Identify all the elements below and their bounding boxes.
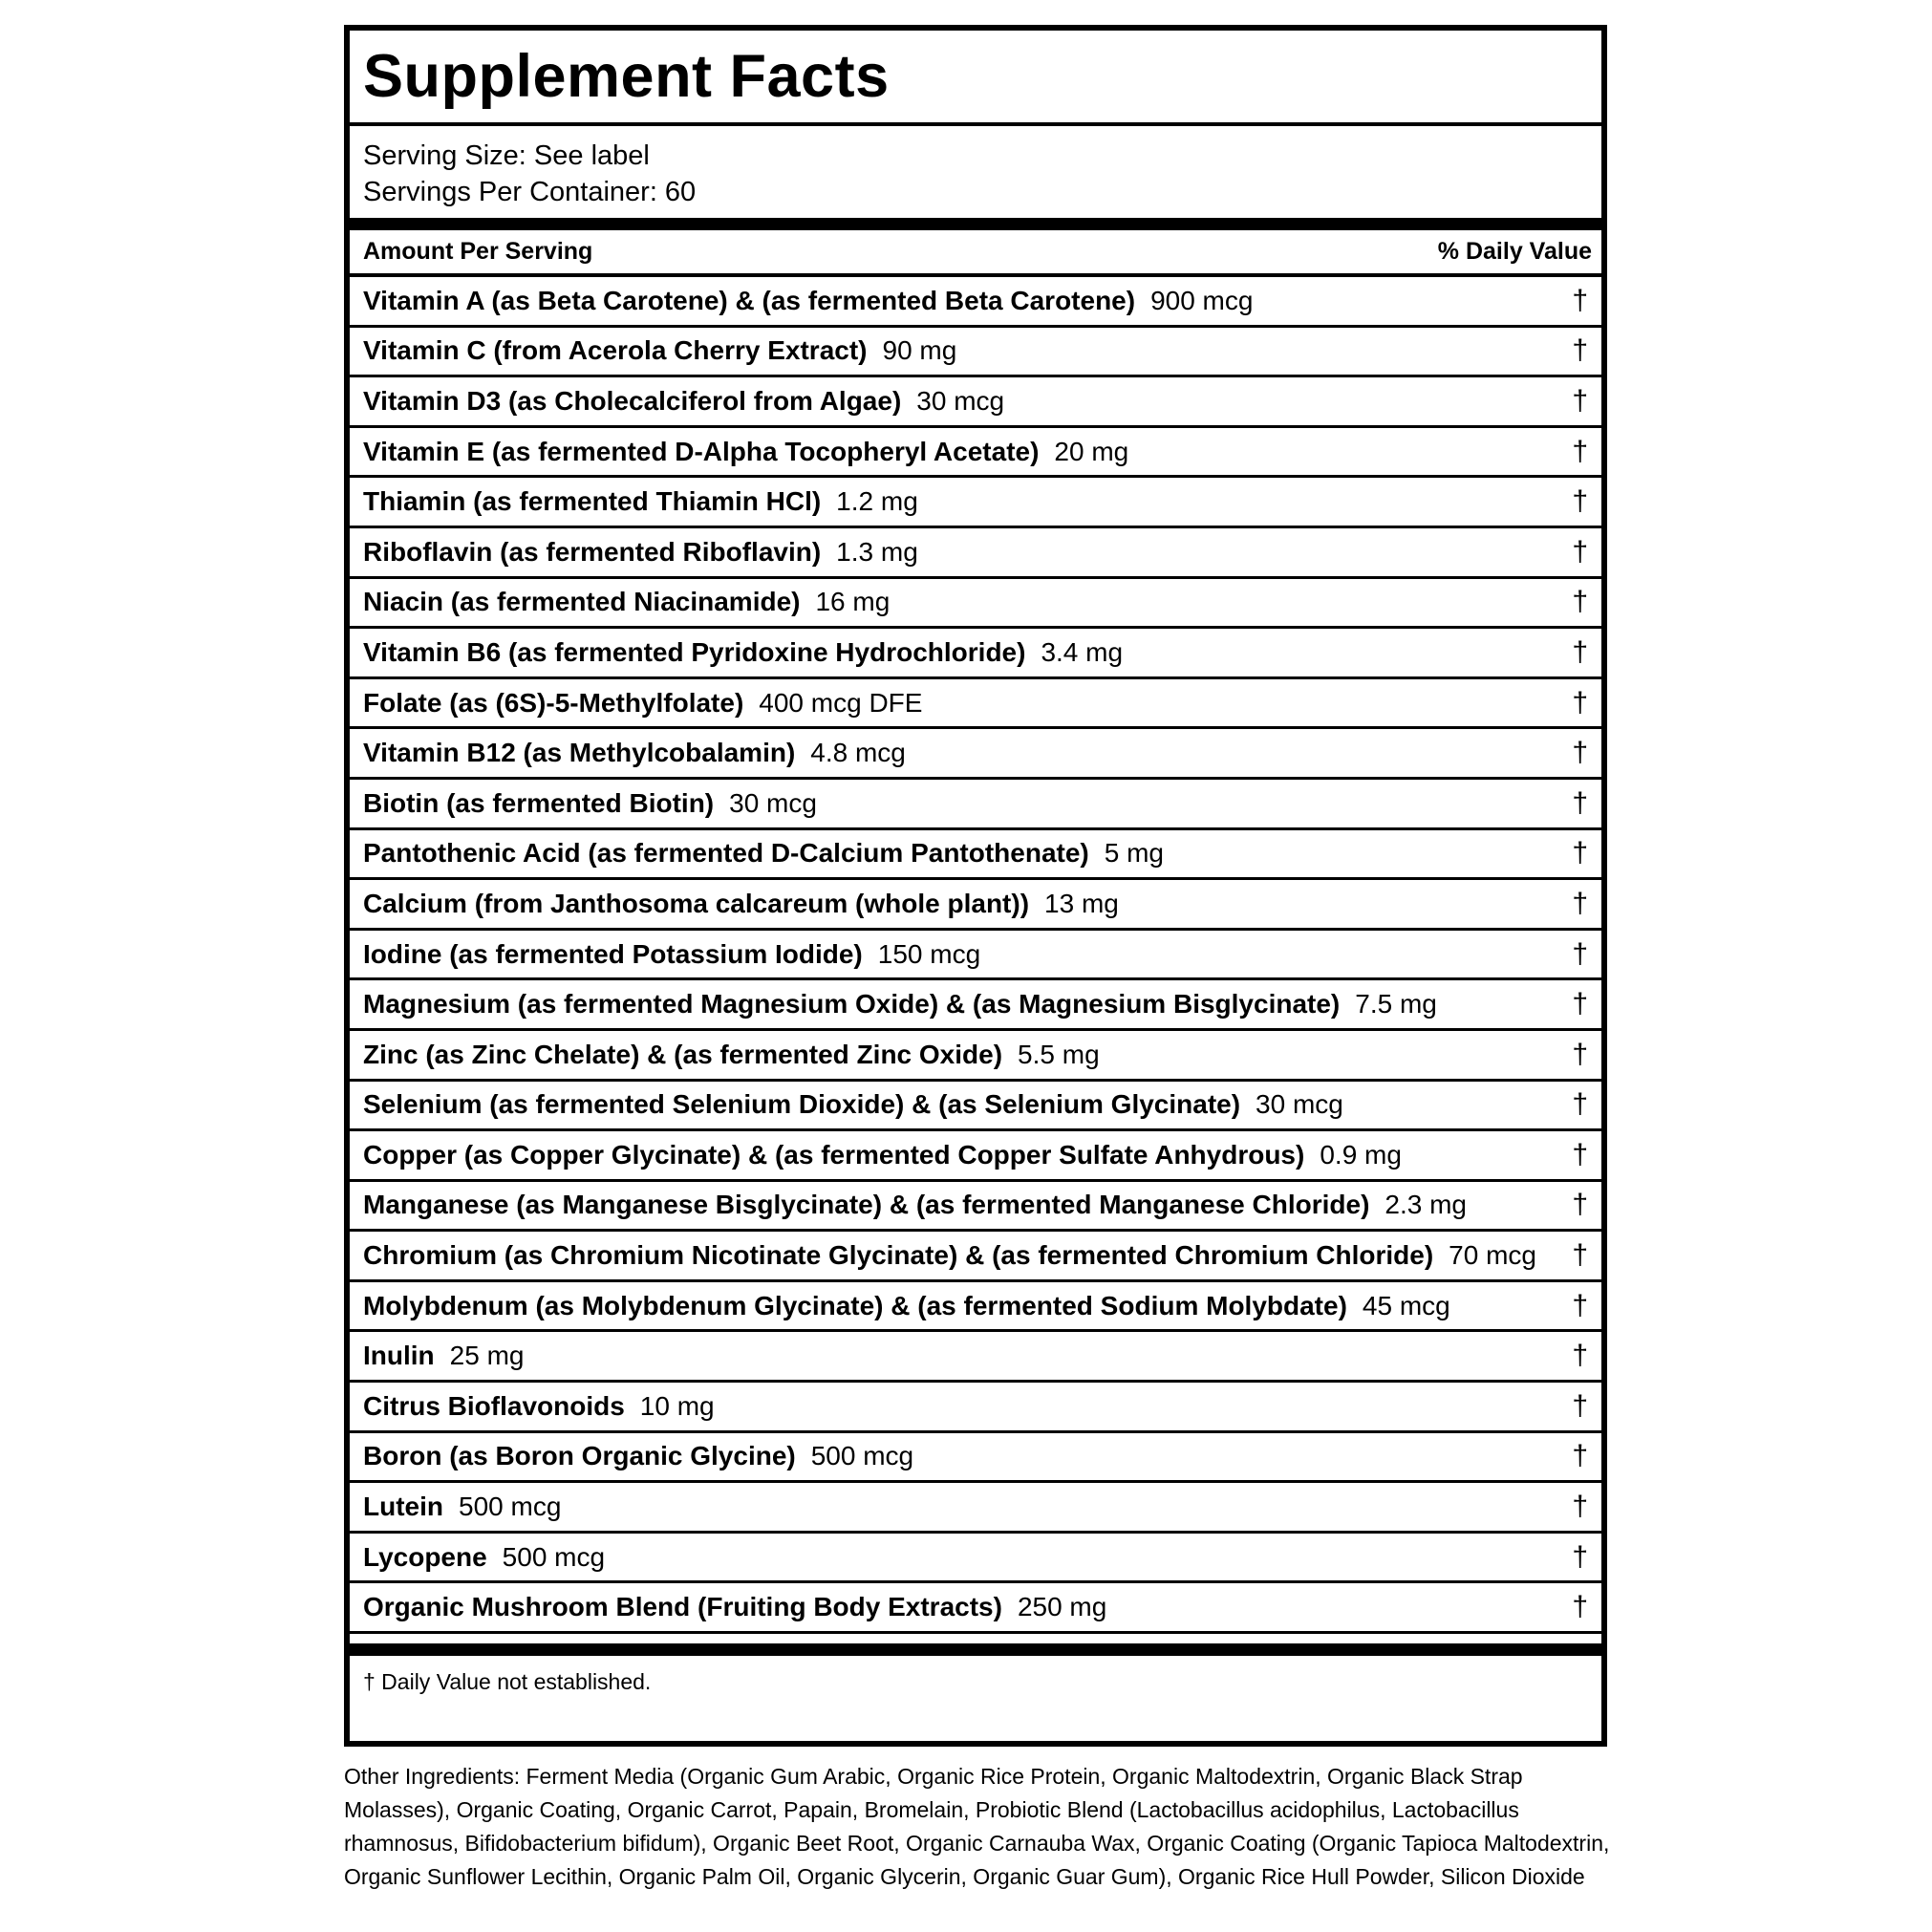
- nutrient-row: [350, 931, 1601, 981]
- nutrient-name: Chromium (as Chromium Nicotinate Glycinate) & (as fermented Chromium Chloride): [363, 1240, 1434, 1271]
- spacer: [350, 1634, 1601, 1643]
- nutrient-row: [350, 629, 1601, 679]
- column-header: [350, 230, 1601, 277]
- nutrient-name: Inulin: [363, 1341, 435, 1371]
- nutrient-amount: 13 mg: [1044, 888, 1119, 918]
- nutrient-name: Calcium (from Janthosoma calcareum (whole plant)): [363, 888, 1030, 918]
- nutrient-row: [350, 980, 1601, 1031]
- nutrient-amount: 20 mg: [1054, 436, 1129, 466]
- nutrient-amount: 7.5 mg: [1355, 989, 1437, 1020]
- nutrient-name: Lutein: [363, 1492, 443, 1522]
- daily-value-dagger: †: [1572, 586, 1588, 618]
- daily-value-dagger: †: [1572, 485, 1588, 518]
- nutrient-name: Vitamin B6 (as fermented Pyridoxine Hydrochloride): [363, 636, 1026, 667]
- serving-size: Serving Size: See label: [363, 140, 650, 171]
- nutrient-amount: 500 mcg: [810, 1441, 914, 1471]
- serving-info: [350, 126, 1601, 218]
- nutrient-name: Magnesium (as fermented Magnesium Oxide) & (as Magnesium Bisglycinate): [363, 989, 1341, 1020]
- daily-value-dagger: †: [1572, 737, 1588, 769]
- daily-value-dagger: †: [1572, 1189, 1588, 1221]
- nutrient-amount: 150 mcg: [877, 938, 981, 969]
- nutrient-name: Citrus Bioflavonoids: [363, 1390, 625, 1421]
- nutrient-amount: 30 mcg: [916, 385, 1005, 416]
- nutrient-amount: 70 mcg: [1449, 1240, 1536, 1271]
- nutrient-amount: 250 mg: [1017, 1592, 1107, 1622]
- nutrient-row: [350, 679, 1601, 730]
- nutrient-name: Manganese (as Manganese Bisglycinate) & (as fermented Manganese Chloride): [363, 1190, 1370, 1220]
- nutrient-row: [350, 1232, 1601, 1282]
- daily-value-header: % Daily Value: [1437, 238, 1592, 265]
- nutrient-name: Boron (as Boron Organic Glycine): [363, 1441, 796, 1471]
- nutrient-name: Niacin (as fermented Niacinamide): [363, 587, 801, 617]
- daily-value-dagger: †: [1572, 284, 1588, 316]
- nutrient-name: Molybdenum (as Molybdenum Glycinate) & (as fermented Sodium Molybdate): [363, 1290, 1347, 1320]
- nutrient-row: [350, 1483, 1601, 1534]
- daily-value-dagger: †: [1572, 1540, 1588, 1573]
- thick-divider-bottom: [350, 1643, 1601, 1656]
- nutrient-name: Organic Mushroom Blend (Fruiting Body Extracts): [363, 1592, 1002, 1622]
- nutrient-name: Vitamin C (from Acerola Cherry Extract): [363, 335, 868, 366]
- nutrient-row: [350, 1082, 1601, 1132]
- nutrient-amount: 5 mg: [1104, 838, 1164, 869]
- daily-value-dagger: †: [1572, 1038, 1588, 1070]
- nutrient-amount: 45 mcg: [1362, 1290, 1450, 1320]
- nutrient-name: Biotin (as fermented Biotin): [363, 787, 715, 818]
- daily-value-dagger: †: [1572, 1440, 1588, 1472]
- nutrient-name: Pantothenic Acid (as fermented D-Calcium Pantothenate): [363, 838, 1089, 869]
- footnote: † Daily Value not established.: [363, 1669, 652, 1695]
- nutrient-name: Folate (as (6S)-5-Methylfolate): [363, 687, 744, 718]
- nutrient-name: Vitamin E (as fermented D-Alpha Tocopheryl Acetate): [363, 436, 1040, 466]
- supplement-facts-panel: [344, 25, 1607, 1747]
- daily-value-dagger: †: [1572, 686, 1588, 719]
- daily-value-dagger: †: [1572, 887, 1588, 919]
- nutrient-row: [350, 1182, 1601, 1233]
- nutrient-name: Vitamin B12 (as Methylcobalamin): [363, 738, 796, 768]
- daily-value-dagger: †: [1572, 435, 1588, 467]
- nutrient-row: [350, 729, 1601, 780]
- nutrient-amount: 16 mg: [815, 587, 891, 617]
- daily-value-dagger: †: [1572, 635, 1588, 668]
- daily-value-dagger: †: [1572, 1289, 1588, 1321]
- daily-value-dagger: †: [1572, 384, 1588, 417]
- daily-value-dagger: †: [1572, 1591, 1588, 1623]
- daily-value-dagger: †: [1572, 988, 1588, 1020]
- nutrient-amount: 5.5 mg: [1018, 1039, 1100, 1069]
- nutrient-name: Iodine (as fermented Potassium Iodide): [363, 938, 863, 969]
- nutrient-row: [350, 579, 1601, 630]
- nutrient-row: [350, 1282, 1601, 1333]
- nutrient-amount: 500 mcg: [459, 1492, 562, 1522]
- title-section: [350, 31, 1601, 126]
- nutrient-amount: 10 mg: [639, 1390, 715, 1421]
- nutrient-row: [350, 377, 1601, 428]
- nutrient-name: Lycopene: [363, 1541, 487, 1572]
- nutrient-amount: 900 mcg: [1150, 285, 1254, 315]
- nutrient-amount: 1.2 mg: [836, 486, 918, 517]
- other-ingredients: Other Ingredients: Ferment Media (Organic Gum Arabic, Organic Rice Protein, Organic Maltodextrin, Organic Black Strap Molasses), Organic Coating, Organic Carrot, Papain, Bromelain, Probiotic Blend (Lactobacillus acidophilus, Lactobacillus rhamnosus, Bifidobacterium bifidum), Organic Beet Root, Organic Carnauba Wax, Organic Coating (Organic Tapioca Maltodextrin, Organic Sunflower Lecithin, Organic Palm Oil, Organic Glycerin, Organic Guar Gum), Organic Rice Hull Powder, Silicon Dioxide: [344, 1764, 1610, 1889]
- nutrient-amount: 25 mg: [449, 1341, 525, 1371]
- nutrient-name: Vitamin A (as Beta Carotene) & (as fermented Beta Carotene): [363, 285, 1136, 315]
- daily-value-dagger: †: [1572, 1239, 1588, 1272]
- nutrient-row: [350, 780, 1601, 830]
- daily-value-dagger: †: [1572, 1088, 1588, 1121]
- daily-value-dagger: †: [1572, 837, 1588, 869]
- nutrient-amount: 90 mg: [882, 335, 957, 366]
- nutrient-amount: 1.3 mg: [836, 536, 918, 567]
- panel-title: Supplement Facts: [363, 42, 890, 110]
- nutrient-name: Thiamin (as fermented Thiamin HCl): [363, 486, 822, 517]
- nutrient-amount: 2.3 mg: [1385, 1190, 1468, 1220]
- daily-value-dagger: †: [1572, 937, 1588, 970]
- nutrient-row: [350, 1534, 1601, 1584]
- nutrient-row: [350, 428, 1601, 479]
- daily-value-dagger: †: [1572, 1138, 1588, 1170]
- nutrient-amount: 500 mcg: [502, 1541, 606, 1572]
- daily-value-dagger: †: [1572, 1389, 1588, 1422]
- daily-value-dagger: †: [1572, 786, 1588, 819]
- nutrient-amount: 4.8 mcg: [810, 738, 906, 768]
- nutrient-row: [350, 1031, 1601, 1082]
- nutrient-name: Selenium (as fermented Selenium Dioxide) & (as Selenium Glycinate): [363, 1089, 1241, 1120]
- daily-value-dagger: †: [1572, 535, 1588, 568]
- nutrient-amount: 3.4 mg: [1041, 636, 1124, 667]
- nutrient-amount: 30 mcg: [1256, 1089, 1343, 1120]
- nutrient-amount: 0.9 mg: [1320, 1139, 1402, 1170]
- nutrient-row: [350, 1583, 1601, 1634]
- nutrient-name: Riboflavin (as fermented Riboflavin): [363, 536, 822, 567]
- servings-per-container: Servings Per Container: 60: [363, 177, 697, 207]
- nutrient-row: [350, 1433, 1601, 1484]
- nutrient-name: Zinc (as Zinc Chelate) & (as fermented Zinc Oxide): [363, 1039, 1003, 1069]
- nutrient-row: [350, 478, 1601, 528]
- thick-divider-top: [350, 218, 1601, 230]
- daily-value-dagger: †: [1572, 334, 1588, 367]
- amount-per-serving-header: Amount Per Serving: [363, 238, 593, 265]
- nutrient-amount: 30 mcg: [729, 787, 817, 818]
- nutrient-row: [350, 1131, 1601, 1182]
- nutrient-name: Copper (as Copper Glycinate) & (as fermented Copper Sulfate Anhydrous): [363, 1139, 1305, 1170]
- daily-value-dagger: †: [1572, 1491, 1588, 1523]
- nutrient-row: [350, 880, 1601, 931]
- daily-value-dagger: †: [1572, 1340, 1588, 1372]
- nutrient-amount: 400 mcg DFE: [759, 687, 923, 718]
- nutrient-row: [350, 277, 1601, 328]
- nutrient-row: [350, 328, 1601, 378]
- nutrient-list: [350, 277, 1601, 1634]
- nutrient-row: [350, 1332, 1601, 1383]
- nutrient-row: [350, 1383, 1601, 1433]
- nutrient-name: Vitamin D3 (as Cholecalciferol from Algae): [363, 385, 902, 416]
- nutrient-row: [350, 830, 1601, 881]
- nutrient-row: [350, 528, 1601, 579]
